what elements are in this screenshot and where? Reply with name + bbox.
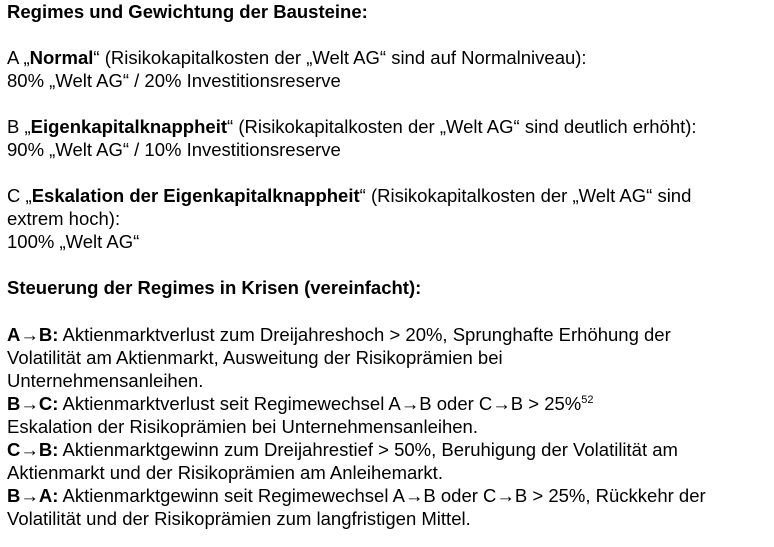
transition-text: Aktienmarktverlust seit Regimewechsel A→B oder C→B > 25% [58,393,582,414]
regime-c-title-line [7,184,771,207]
regime-name: Eskalation der Eigenkapitalknappheit [31,185,360,206]
heading-regimes: Regimes und Gewichtung der Bausteine: [7,1,368,22]
regime-a-weights: 80% „Welt AG“ / 20% Investitionsreserve [7,70,341,91]
regime-c-weights: 100% „Welt AG“ [7,231,140,252]
transition-line: Unternehmensanleihen. [7,370,204,391]
transition-line [7,438,771,461]
transition-text: Aktienmarktgewinn zum Dreijahrestief > 50%, Beruhigung der Volatilität am [58,439,678,460]
regime-a-title-line [7,46,771,69]
transition-line [7,392,771,415]
transition-line: Eskalation der Risikoprämien bei Unternehmensanleihen. [7,416,478,437]
regime-letter: B [7,116,20,137]
document-page [7,0,771,530]
transition-label: B→C: [7,393,59,414]
transition-line: Volatilität und der Risikoprämien zum langfristigen Mittel. [7,508,471,529]
transition-line [7,484,771,507]
regime-description: “ (Risikokapitalkosten der „Welt AG“ sind deutlich erhöht): [227,116,697,137]
quote-open: „ [23,47,30,68]
transition-a-b [7,323,771,392]
regime-description: “ (Risikokapitalkosten der „Welt AG“ sind [359,185,692,206]
transition-b-a [7,484,771,530]
transition-line: Aktienmarkt und der Risikoprämien am Anleihemarkt. [7,462,443,483]
regime-a [7,46,771,92]
regime-name: Normal [29,47,94,68]
transition-label: B→A: [7,485,59,506]
regime-b [7,115,771,161]
regime-name: Eigenkapitalknappheit [30,116,228,137]
quote-open: „ [24,116,31,137]
regime-b-title-line [7,115,771,138]
transition-label: C→B: [7,439,59,460]
regime-c-description-cont: extrem hoch): [7,208,121,229]
transition-text: Aktienmarktverlust zum Dreijahreshoch > 20%, Sprunghafte Erhöhung der [58,324,671,345]
regime-c [7,184,771,253]
footnote-marker[interactable]: 52 [581,393,594,406]
transition-line [7,323,771,346]
transition-c-b [7,438,771,484]
regime-letter: C [7,185,21,206]
transition-line: Volatilität am Aktienmarkt, Ausweitung der Risikoprämien bei [7,347,503,368]
regime-letter: A [7,47,19,68]
regime-description: “ (Risikokapitalkosten der „Welt AG“ sind auf Normalniveau): [93,47,587,68]
transition-text: Aktienmarktgewinn seit Regimewechsel A→B oder C→B > 25%, Rückkehr der [58,485,706,506]
regime-b-weights: 90% „Welt AG“ / 10% Investitionsreserve [7,139,341,160]
transition-label: A→B: [7,324,59,345]
heading-steering: Steuerung der Regimes in Krisen (vereinfacht): [7,277,422,298]
transition-b-c [7,392,771,438]
quote-open: „ [25,185,32,206]
